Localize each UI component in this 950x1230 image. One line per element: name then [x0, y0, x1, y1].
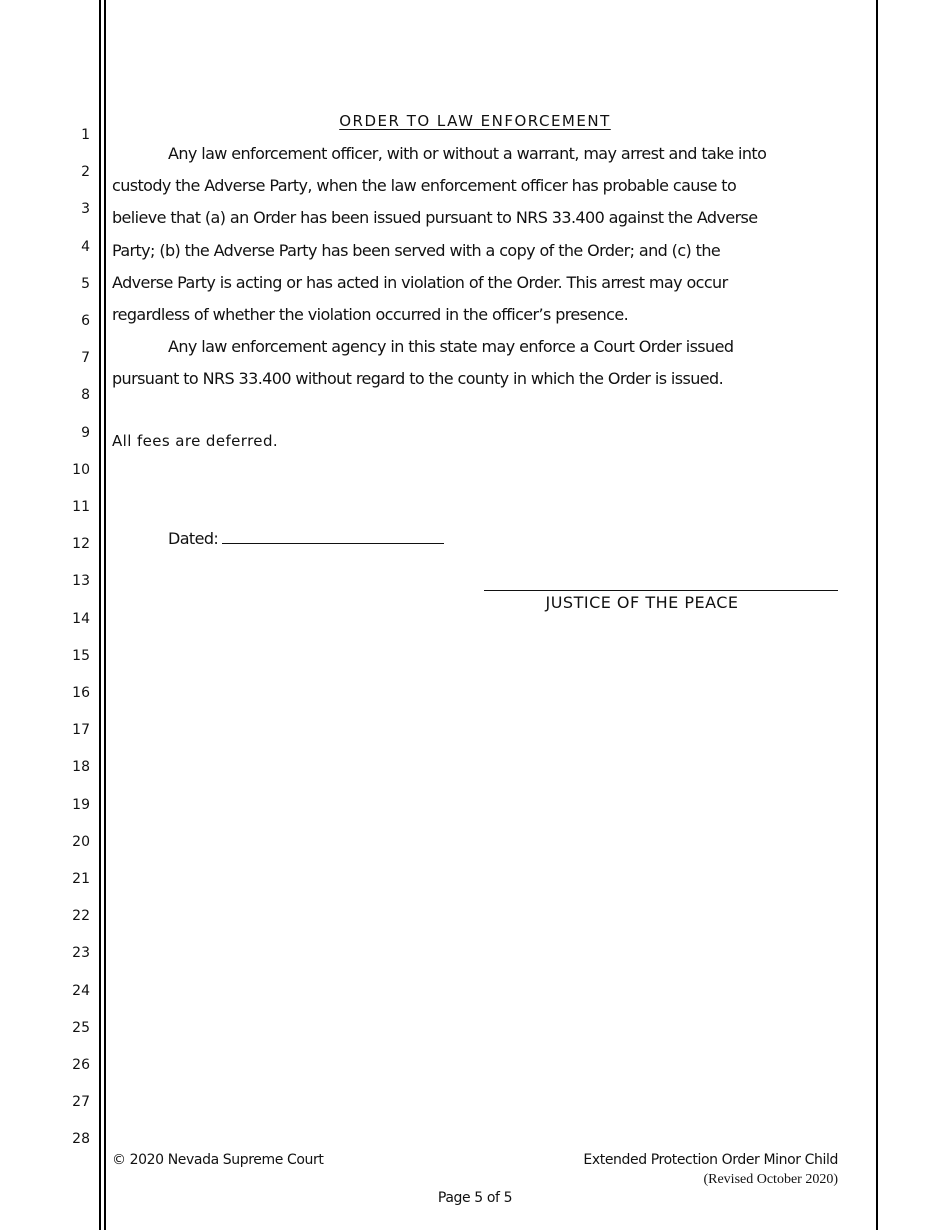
paragraph-arrest-authority	[112, 138, 784, 331]
line-number: 4	[81, 239, 90, 255]
line-number: 26	[72, 1057, 90, 1073]
paragraph-2-text: Any law enforcement agency in this state may enforce a Court Order issued pursuant to NRS 33.400 without regard to the county in which the Order is issued.	[112, 337, 734, 389]
line-number: 20	[72, 834, 90, 850]
line-number: 28	[72, 1131, 90, 1147]
line-number: 21	[72, 871, 90, 887]
dated-blank-line	[222, 529, 444, 544]
line-number: 14	[72, 611, 90, 627]
line-number: 2	[81, 164, 90, 180]
fees-note: All fees are deferred.	[112, 432, 279, 450]
line-number: 27	[72, 1094, 90, 1110]
paragraph-1-text: Any law enforcement officer, with or without a warrant, may arrest and take into custody the Adverse Party, when the law enforcement officer has probable cause to believe that (a) an Order has been issued pursuant to NRS 33.400 against the Adverse Party; (b) the Adverse Party has been served with a copy of the Order; and (c) the Adverse Party is acting or has acted in violation of the Order. This arrest may occur regardless of whether the violation occurred in the officer’s presence.	[112, 144, 767, 325]
line-number: 11	[72, 499, 90, 515]
margin-rule-left-outer	[99, 0, 101, 1230]
line-number: 7	[81, 350, 90, 366]
footer-copyright: © 2020 Nevada Supreme Court	[112, 1152, 324, 1168]
line-number: 17	[72, 722, 90, 738]
line-number: 23	[72, 945, 90, 961]
line-number: 16	[72, 685, 90, 701]
signature-line	[484, 590, 838, 591]
line-number: 13	[72, 573, 90, 589]
footer-page-number: Page 5 of 5	[437, 1190, 513, 1206]
line-number: 15	[72, 648, 90, 664]
margin-rule-left-inner	[104, 0, 106, 1230]
line-number: 12	[72, 536, 90, 552]
paragraph-enforcement-agency	[112, 331, 784, 395]
line-number: 5	[81, 276, 90, 292]
signature-label: JUSTICE OF THE PEACE	[545, 593, 739, 612]
line-number: 9	[81, 425, 90, 441]
line-number: 3	[81, 201, 90, 217]
line-number: 19	[72, 797, 90, 813]
margin-rule-right	[876, 0, 878, 1230]
section-title: ORDER TO LAW ENFORCEMENT	[339, 112, 611, 130]
footer-form-title: Extended Protection Order Minor Child	[583, 1152, 838, 1168]
dated-field	[168, 529, 444, 548]
dated-label: Dated:	[168, 529, 219, 548]
line-number: 8	[81, 387, 90, 403]
line-number: 18	[72, 759, 90, 775]
line-number: 6	[81, 313, 90, 329]
footer-revision: (Revised October 2020)	[703, 1172, 838, 1187]
line-number: 22	[72, 908, 90, 924]
line-number: 10	[72, 462, 90, 478]
line-number: 25	[72, 1020, 90, 1036]
line-number: 1	[81, 127, 90, 143]
line-number: 24	[72, 983, 90, 999]
